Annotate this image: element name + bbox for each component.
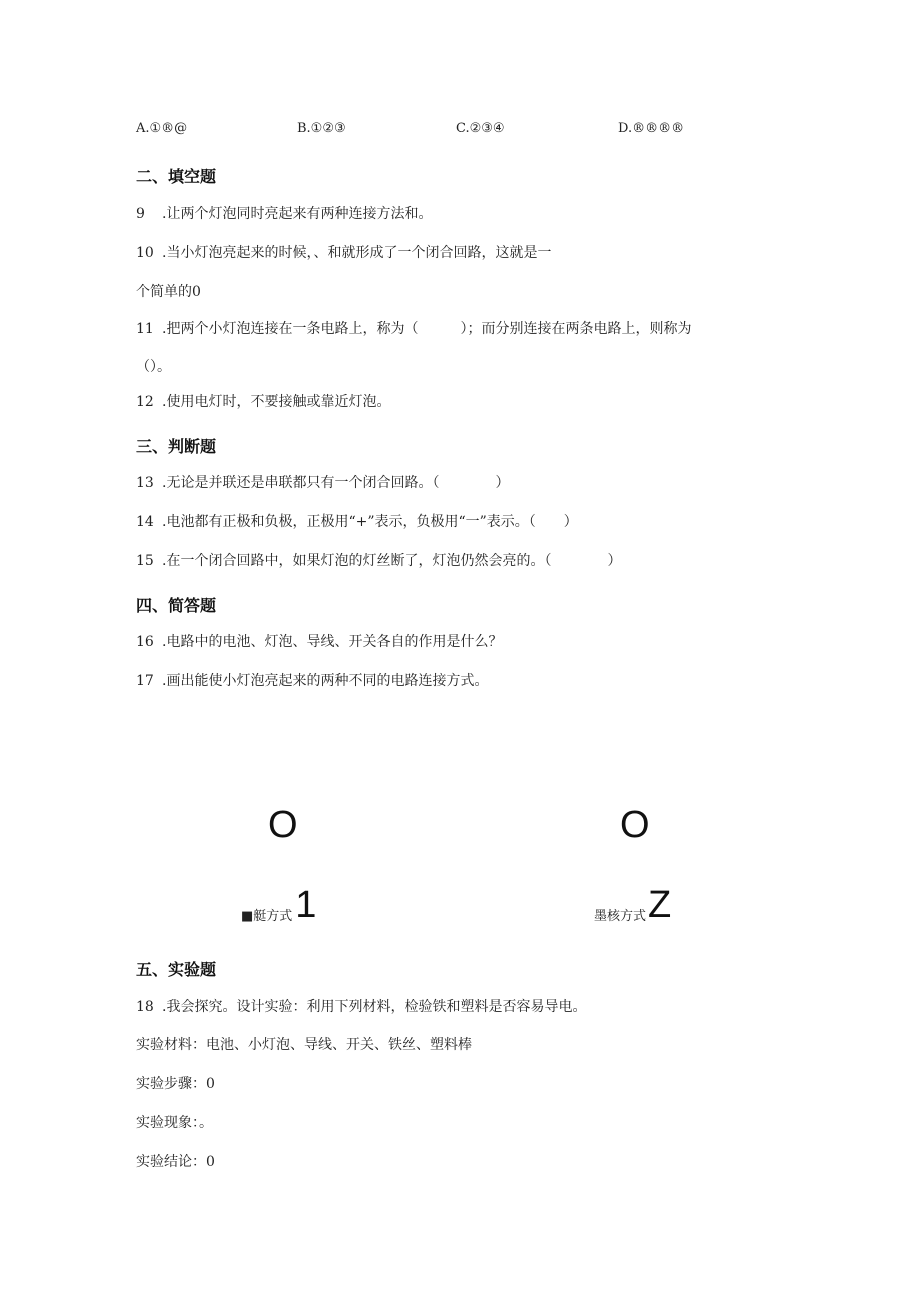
question-number: 9	[136, 206, 145, 222]
caption-text: ■艇方式	[241, 909, 293, 924]
option-d: D.®®®®	[618, 121, 685, 136]
question-text: .无论是并联还是串联都只有一个闭合回路。（ ）	[162, 475, 510, 491]
question-text: .电池都有正极和负极，正极用“+”表示，负极用“一”表示。（ ）	[162, 514, 578, 530]
question-text: .在一个闭合回路中，如果灯泡的灯丝断了，灯泡仍然会亮的。（ ）	[162, 553, 622, 569]
caption-mark: Z	[648, 884, 672, 926]
question-10-continuation: 个简单的0	[136, 284, 201, 300]
section-short-heading: 四、简答题	[136, 596, 217, 615]
question-15	[136, 550, 621, 570]
figure-caption-right	[594, 886, 671, 924]
question-text: .我会探究。设计实验：利用下列材料，检验铁和塑料是否容易导电。	[162, 999, 587, 1015]
question-18	[136, 996, 586, 1016]
question-number: 13	[136, 475, 154, 491]
option-c: C.②③④	[456, 121, 505, 136]
question-text: .使用电灯时，不要接触或靠近灯泡。	[162, 394, 391, 410]
question-14	[136, 511, 578, 531]
experiment-phenomenon: 实验现象：。	[136, 1115, 213, 1131]
question-number: 14	[136, 514, 154, 530]
section-fill-heading: 二、填空题	[136, 167, 217, 186]
question-text: .电路中的电池、灯泡、导线、开关各自的作用是什么？	[162, 634, 503, 650]
experiment-materials: 实验材料：电池、小灯泡、导线、开关、铁丝、塑料棒	[136, 1037, 472, 1053]
question-number: 17	[136, 673, 154, 689]
section-judge-heading: 三、判断题	[136, 437, 217, 456]
question-12	[136, 391, 390, 411]
question-number: 11	[136, 321, 154, 337]
question-number: 10	[136, 245, 154, 261]
question-9	[136, 203, 432, 223]
question-text: .让两个灯泡同时亮起来有两种连接方法和。	[162, 206, 433, 222]
figure-caption-left	[241, 886, 316, 924]
caption-text: 墨核方式	[594, 909, 647, 924]
question-number: 15	[136, 553, 154, 569]
question-number: 16	[136, 634, 154, 650]
question-number: 18	[136, 999, 154, 1015]
question-text: .画出能使小灯泡亮起来的两种不同的电路连接方式。	[162, 673, 489, 689]
question-number: 12	[136, 394, 154, 410]
question-13	[136, 472, 509, 492]
question-10	[136, 242, 551, 262]
question-text: .把两个小灯泡连接在一条电路上，称为（ ）；而分别连接在两条电路上，则称为	[162, 321, 692, 337]
question-11	[136, 318, 691, 338]
question-17	[136, 670, 488, 690]
question-11-continuation: （）。	[136, 359, 171, 375]
question-text: .当小灯泡亮起来的时候，、和就形成了一个闭合回路，这就是一	[162, 245, 552, 261]
question-16	[136, 631, 502, 651]
experiment-steps: 实验步骤：0	[136, 1076, 215, 1092]
section-experiment-heading: 五、实验题	[136, 960, 217, 979]
experiment-conclusion: 实验结论：0	[136, 1154, 215, 1170]
option-b: B.①②③	[297, 121, 346, 136]
bulb-symbol-right: O	[620, 804, 650, 846]
caption-mark: 1	[295, 884, 317, 926]
option-a: A.①®@	[136, 121, 188, 136]
bulb-symbol-left: O	[268, 804, 298, 846]
